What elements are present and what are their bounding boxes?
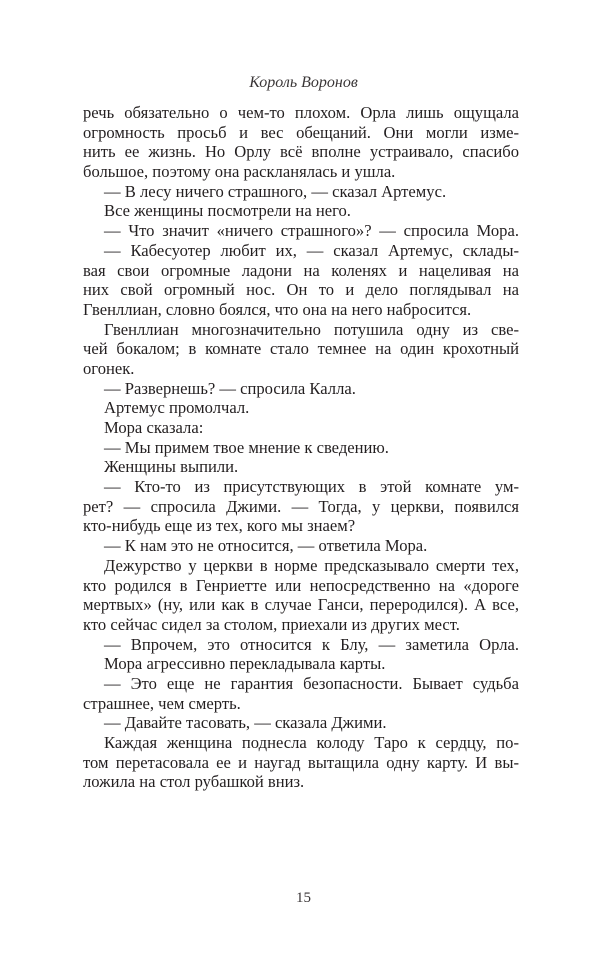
text-line: ложила на стол рубашкой вниз.: [83, 772, 305, 792]
text-line: — Кто-то из присутствующих в этой комнате ум-: [104, 477, 519, 497]
running-header: Король Воронов: [249, 74, 358, 91]
text-line: Все женщины посмотрели на него.: [104, 201, 351, 221]
text-line: большое, поэтому она раскланялась и ушла.: [83, 162, 396, 182]
text-line: кто сейчас сидел за столом, приехали из других мест.: [83, 614, 460, 634]
text-line: том перетасовала ее и наугад вытащила одну карту. И вы-: [83, 752, 519, 772]
text-line: кто-нибудь еще из тех, кого мы знаем?: [83, 516, 356, 536]
text-line: речь обязательно о чем-то плохом. Орла лишь ощущала: [83, 103, 519, 122]
text-line: страшнее, чем смерть.: [83, 693, 241, 713]
text-line: Каждая женщина поднесла колоду Таро к сердцу, по-: [104, 733, 519, 752]
text-line: Дежурство у церкви в норме предсказывало смерти тех,: [104, 555, 519, 575]
text-line: чей бокалом; в комнате стало темнее на один крохотный: [83, 339, 519, 359]
text-line: — Кабесуотер любит их, — сказал Артемус, склады-: [104, 240, 519, 260]
text-line: Артемус промолчал.: [104, 398, 250, 418]
page-body-text: [83, 103, 519, 792]
text-line: Мора сказала:: [104, 418, 204, 437]
text-line: — В лесу ничего страшного, — сказал Артемус.: [104, 181, 447, 201]
text-line: Гвенллиан многозначительно потушила одну из све-: [104, 319, 519, 339]
text-line: них свой огромный нос. Он то и дело поглядывал на: [83, 280, 519, 300]
text-line: Мора агрессивно перекладывала карты.: [104, 654, 386, 674]
text-line: — Давайте тасовать, — сказала Джими.: [104, 713, 387, 733]
text-line: — Развернешь? — спросила Калла.: [104, 378, 356, 398]
text-line: — Впрочем, это относится к Блу, — заметила Орла.: [104, 634, 519, 654]
text-line: кто родился в Генриетте или непосредственно на «дороге: [83, 575, 519, 595]
text-line: огонек.: [83, 358, 135, 378]
text-line: мертвых» (ну, или как в случае Ганси, переродился). А все,: [83, 595, 519, 615]
text-line: огромность просьб и вес обещаний. Они могли изме-: [83, 122, 519, 142]
text-line: — К нам это не относится, — ответила Мора.: [104, 536, 428, 556]
text-line: — Что значит «ничего страшного»? — спросила Мора.: [104, 221, 519, 241]
text-line: Женщины выпили.: [104, 457, 239, 477]
text-line: Гвенллиан, словно боялся, что она на него набросится.: [83, 299, 472, 319]
text-line: — Это еще не гарантия безопасности. Бывает судьба: [104, 673, 519, 693]
page-number: 15: [296, 890, 311, 906]
text-line: — Мы примем твое мнение к сведению.: [104, 437, 389, 457]
text-line: рет? — спросила Джими. — Тогда, у церкви, появился: [83, 496, 519, 516]
text-line: вая свои огромные ладони на коленях и нацеливая на: [83, 260, 519, 280]
text-line: нить ее жизнь. Но Орлу всё вполне устраивало, спасибо: [83, 142, 519, 162]
